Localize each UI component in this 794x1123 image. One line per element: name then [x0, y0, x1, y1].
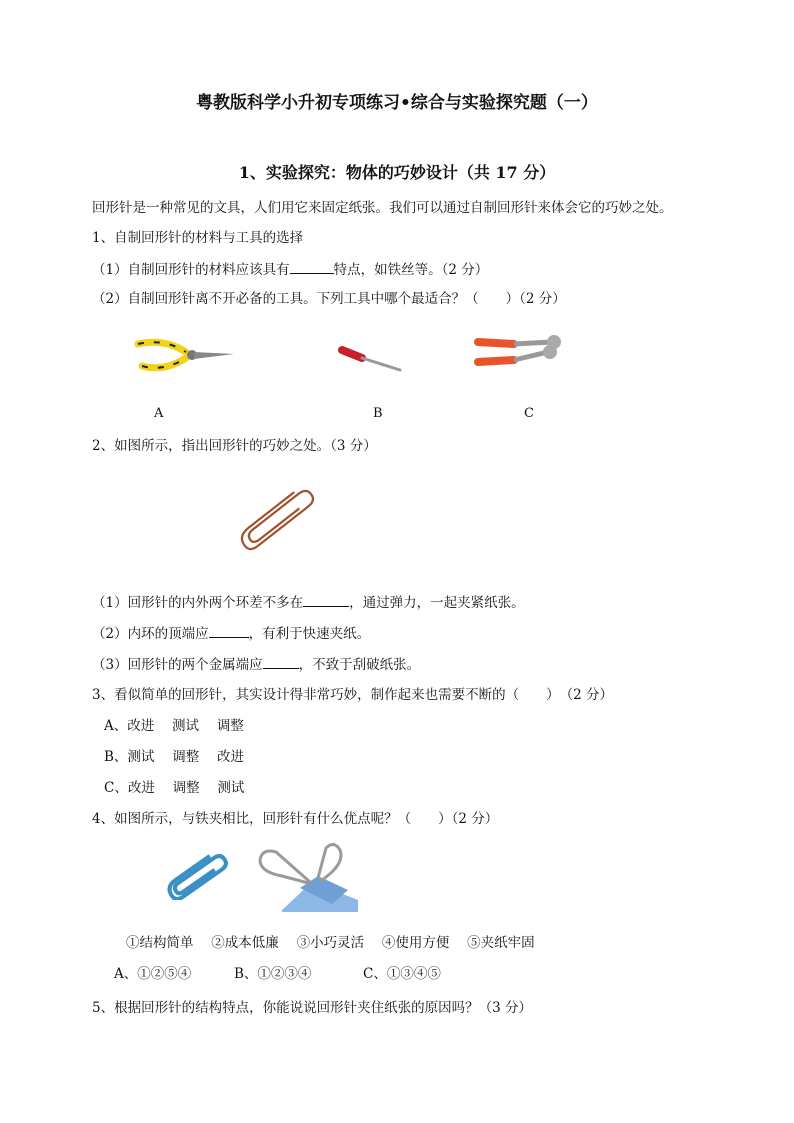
q2-sub1-before: （1）回形针的内外两个环差不多在	[92, 595, 304, 611]
q2-sub2-after: ，有利于快速夹纸。	[248, 626, 371, 642]
blue-paperclip-image	[164, 854, 234, 900]
q2-sub2	[92, 623, 370, 643]
q1-stem: 1、自制回形针的材料与工具的选择	[92, 230, 304, 246]
q2-sub3-before: （3）回形针的两个金属端应	[92, 657, 263, 673]
q4-option-b[interactable]: B、①②③④	[234, 966, 312, 982]
q4-option-c[interactable]: C、①③④⑤	[363, 966, 441, 982]
q3-option-c[interactable]: C、改进 调整 测试	[104, 780, 245, 796]
q4-features: ①结构简单 ②成本低廉 ③小巧灵活 ④使用方便 ⑤夹纸牢固	[126, 935, 535, 951]
q1-part1-before: （1）自制回形针的材料应该具有	[92, 262, 290, 278]
q4-stem: 4、如图所示，与铁夹相比，回形针有什么优点呢？（ ）（2 分）	[92, 811, 499, 827]
q2-sub1-after: ，通过弹力，一起夹紧纸张。	[349, 595, 525, 611]
option-label-b: B	[373, 406, 383, 421]
q2-sub1	[92, 592, 525, 612]
q3-stem: 3、看似简单的回形针，其实设计得非常巧妙，制作起来也需要不断的（ ） （2 分）	[92, 687, 613, 703]
option-label-a: A	[154, 406, 164, 421]
section-heading: 1、实验探究：物体的巧妙设计（共 17 分）	[238, 163, 556, 182]
answer-blank[interactable]	[290, 259, 334, 274]
q3-option-a[interactable]: A、改进 测试 调整	[104, 718, 244, 734]
q1-part2: （2）自制回形针离不开必备的工具。下列工具中哪个最适合？（ ）（2 分）	[92, 291, 566, 307]
q3-option-b[interactable]: B、测试 调整 改进	[104, 749, 245, 765]
intro-text: 回形针是一种常见的文具，人们用它来固定纸张。我们可以通过自制回形针来体会它的巧妙之处。	[92, 200, 673, 216]
paperclip-image	[232, 482, 324, 558]
pliers-image	[134, 332, 238, 378]
answer-blank[interactable]	[303, 592, 349, 607]
screwdriver-image	[338, 338, 404, 376]
answer-blank[interactable]	[209, 623, 249, 638]
q1-part1-after: 特点，如铁丝等。（2 分）	[333, 262, 489, 278]
q2-sub2-before: （2）内环的顶端应	[92, 626, 209, 642]
page-title: 粤教版科学小升初专项练习•综合与实验探究题（一）	[196, 93, 598, 113]
option-label-c: C	[524, 406, 534, 421]
q2-stem: 2、如图所示，指出回形针的巧妙之处。（3 分）	[92, 438, 377, 454]
binder-clip-image	[252, 842, 360, 912]
q2-sub3	[92, 654, 420, 674]
q2-sub3-after: ，不致于刮破纸张。	[298, 657, 421, 673]
wrench-image	[474, 330, 566, 374]
answer-blank[interactable]	[263, 654, 299, 669]
q5-stem: 5、根据回形针的结构特点，你能说说回形针夹住纸张的原因吗？（3 分）	[92, 1000, 532, 1016]
q4-option-a[interactable]: A、①②⑤④	[114, 966, 192, 982]
q1-part1	[92, 259, 488, 279]
